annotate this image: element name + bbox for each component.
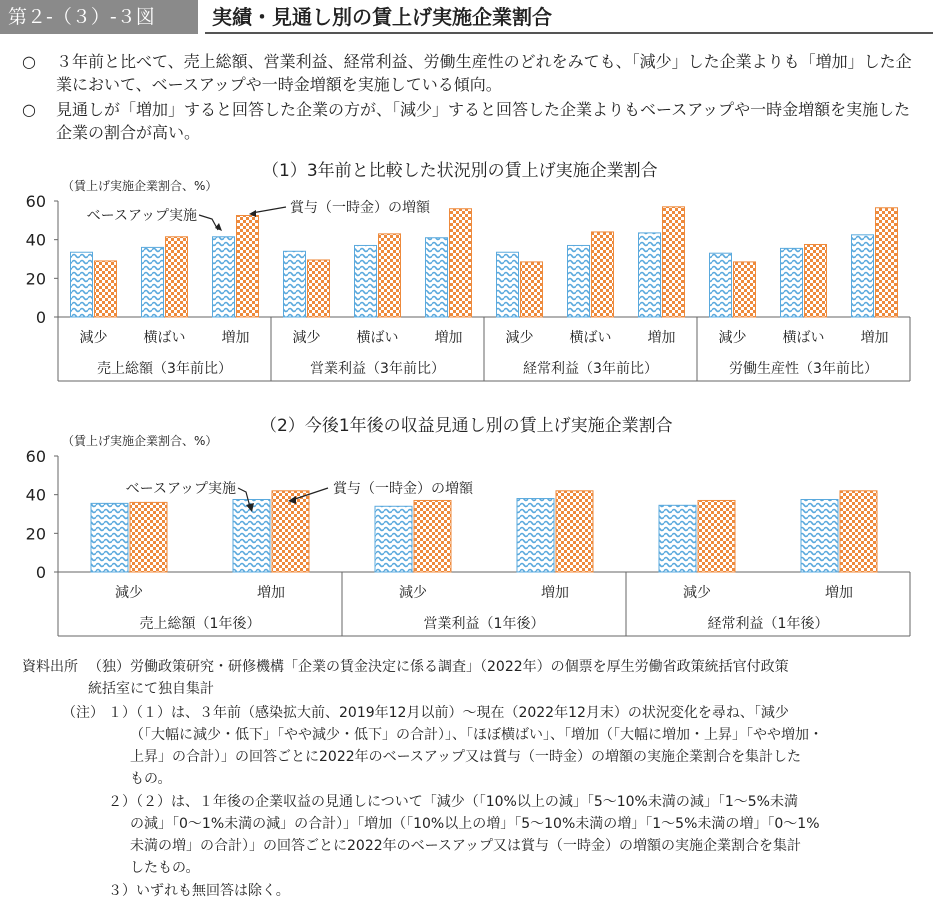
note-line: 未満の増」の合計）」の回答ごとに2022年のベースアップ又は賞与（一時金）の増額の実施企業割合を集計 xyxy=(130,838,801,854)
bar-bonus xyxy=(663,207,685,317)
bar-base-up xyxy=(852,235,874,317)
summary-bullet: ○ xyxy=(22,52,36,71)
y-tick-label: 0 xyxy=(35,308,46,327)
group-label: 売上総額（1年後） xyxy=(139,616,261,632)
group-label: 経常利益（1年後） xyxy=(707,616,829,632)
bar-base-up xyxy=(426,238,448,317)
bar-base-up xyxy=(71,252,93,317)
category-label: 増加 xyxy=(860,330,889,346)
y-tick-label: 0 xyxy=(35,563,46,582)
y-tick-label: 20 xyxy=(25,269,46,289)
category-label: 減少 xyxy=(292,330,321,346)
category-label: 減少 xyxy=(79,330,108,346)
annotation-bonus: 賞与（一時金）の増額 xyxy=(290,200,430,216)
category-label: 減少 xyxy=(505,330,534,346)
category-label: 横ばい xyxy=(143,330,186,346)
group-label: 売上総額（3年前比） xyxy=(97,361,232,377)
category-label: 増加 xyxy=(647,330,676,346)
category-label: 増加 xyxy=(825,585,853,601)
note-line: （「大幅に減少・低下」「やや減少・低下」の合計）」、「ほぼ横ばい」、「増加（「大幅に増加・上昇」「やや増加・ xyxy=(130,727,823,743)
bar-bonus xyxy=(805,245,827,318)
category-label: 減少 xyxy=(718,330,747,346)
summary-text: ３年前と比べて、売上総額、営業利益、経常利益、労働生産性のどれをみても、「減少」した企業よりも「増加」した企業において、ベースアップや一時金増額を実施している傾向。 xyxy=(56,52,912,94)
bar-base-up xyxy=(568,245,590,317)
note-line: ２）（２）は、１年後の企業収益の見通しについて「減少（「10%以上の減」「5～10%未満の減」「1～5%未満 xyxy=(108,794,798,810)
bar-base-up xyxy=(375,506,412,572)
y-axis-label: （賃上げ実施企業割合、%） xyxy=(62,179,218,193)
category-label: 横ばい xyxy=(569,330,612,346)
bar-base-up xyxy=(781,248,803,317)
bar-bonus xyxy=(698,500,735,572)
chart2-title: （2）今後1年後の収益見通し別の賃上げ実施企業割合 xyxy=(260,416,673,436)
y-tick-label: 40 xyxy=(25,485,46,505)
chart1-title: （1）3年前と比較した状況別の賃上げ実施企業割合 xyxy=(262,161,658,181)
category-label: 増加 xyxy=(541,585,569,601)
chart1 xyxy=(0,175,933,400)
summary-bullet: ○ xyxy=(22,100,36,119)
source-text-1: （独）労働政策研究・研修機構「企業の賃金決定に係る調査」（2022年）の個票を厚生労働省政策統括官付政策 xyxy=(88,659,789,675)
annotation-arrow xyxy=(199,215,218,230)
category-label: 減少 xyxy=(683,585,711,601)
note-line: したもの。 xyxy=(130,860,200,876)
category-label: 減少 xyxy=(399,585,427,601)
bar-base-up xyxy=(659,505,696,572)
annotation-base-up: ベースアップ実施 xyxy=(125,481,236,497)
y-tick-label: 60 xyxy=(25,447,46,466)
bar-bonus xyxy=(556,491,593,572)
y-axis-label: （賃上げ実施企業割合、%） xyxy=(62,434,218,448)
group-label: 労働生産性（3年前比） xyxy=(729,361,878,377)
note-line: １）（１）は、３年前（感染拡大前、2019年12月以前）～現在（2022年12月末）の状況変化を尋ね、「減少 xyxy=(108,705,789,721)
bar-bonus xyxy=(308,260,330,317)
bar-base-up xyxy=(213,237,235,317)
annotation-base-up: ベースアップ実施 xyxy=(86,208,197,224)
bar-bonus xyxy=(130,502,167,572)
bar-base-up xyxy=(710,253,732,317)
group-label: 営業利益（1年後） xyxy=(423,616,545,632)
y-tick-label: 40 xyxy=(25,230,46,250)
summary-text: 見通しが「増加」すると回答した企業の方が、「減少」すると回答した企業よりもベースアップや一時金増額を実施した企業の割合が高い。 xyxy=(56,100,911,142)
bar-bonus xyxy=(95,261,117,317)
bar-bonus xyxy=(166,237,188,317)
group-label: 営業利益（3年前比） xyxy=(310,361,445,377)
y-tick-label: 20 xyxy=(25,524,46,544)
chart2 xyxy=(0,430,933,655)
bar-base-up xyxy=(355,245,377,317)
bar-base-up xyxy=(142,247,164,317)
bar-base-up xyxy=(517,499,554,572)
category-label: 増加 xyxy=(434,330,463,346)
notes-label: （注） xyxy=(62,705,104,721)
bar-bonus xyxy=(379,234,401,317)
bar-base-up xyxy=(91,503,128,572)
figure-number: 第２-（３）-３図 xyxy=(0,0,198,34)
summary-item xyxy=(22,98,922,144)
annotation-arrow xyxy=(252,207,286,213)
note-line: 上昇」の合計）」の回答ごとに2022年のベースアップ又は賞与（一時金）の増額の実施企業割合を集計した xyxy=(130,749,801,765)
y-tick-label: 60 xyxy=(25,192,46,211)
annotation-arrowhead xyxy=(215,223,222,231)
bar-bonus xyxy=(237,216,259,318)
source-label: 資料出所 xyxy=(22,659,78,675)
source-text-2: 統括室にて独自集計 xyxy=(88,681,214,697)
category-label: 横ばい xyxy=(782,330,825,346)
annotation-bonus: 賞与（一時金）の増額 xyxy=(333,481,473,497)
category-label: 横ばい xyxy=(356,330,399,346)
category-label: 減少 xyxy=(115,585,143,601)
bar-base-up xyxy=(497,252,519,317)
note-line: の減」「0～1%未満の減」の合計）」「増加（「10%以上の増」「5～10%未満の増」「1～5%未満の増」「0～1% xyxy=(130,816,820,832)
figure-header xyxy=(0,0,933,34)
category-label: 増加 xyxy=(257,585,285,601)
bar-bonus xyxy=(450,209,472,317)
bar-base-up xyxy=(284,251,306,317)
bar-bonus xyxy=(272,491,309,572)
summary-item xyxy=(22,50,922,96)
bar-bonus xyxy=(734,262,756,317)
bar-bonus xyxy=(521,262,543,317)
bar-base-up xyxy=(801,500,838,573)
bar-bonus xyxy=(876,208,898,317)
bar-bonus xyxy=(414,500,451,572)
bar-base-up xyxy=(639,233,661,317)
bar-bonus xyxy=(840,491,877,572)
group-label: 経常利益（3年前比） xyxy=(523,361,658,377)
figure-title: 実績・見通し別の賃上げ実施企業割合 xyxy=(212,5,552,29)
note-line: ３）いずれも無回答は除く。 xyxy=(108,883,290,899)
note-line: もの。 xyxy=(130,771,172,787)
bar-bonus xyxy=(592,232,614,317)
category-label: 増加 xyxy=(221,330,250,346)
